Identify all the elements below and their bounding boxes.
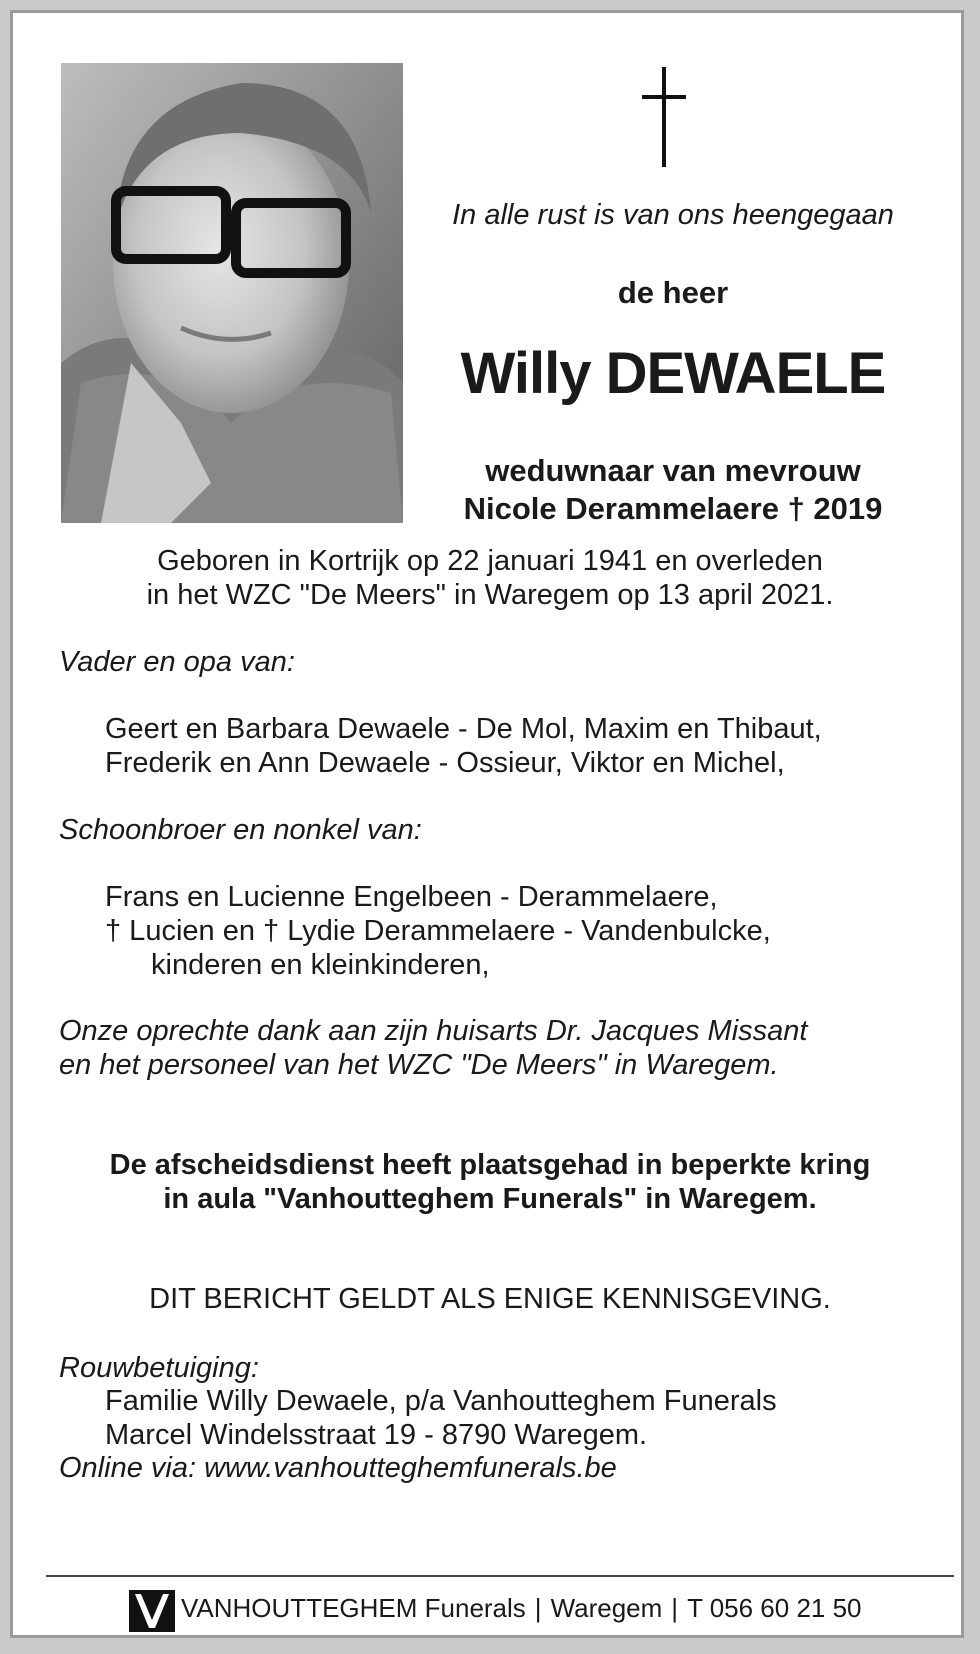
condolence-line-2: Marcel Windelsstraat 19 - 8790 Waregem. <box>105 1419 648 1451</box>
cross-icon <box>642 67 686 167</box>
notice-text: DIT BERICHT GELDT ALS ENIGE KENNISGEVING. <box>149 1283 831 1315</box>
footer-city: Waregem <box>550 1593 663 1623</box>
footer-phone: T 056 60 21 50 <box>687 1593 862 1623</box>
father-heading: Vader en opa van: <box>59 646 295 678</box>
birth-line-2: in het WZC "De Meers" in Waregem op 13 april 2021. <box>146 579 834 611</box>
online-link[interactable]: Online via: www.vanhoutteghemfunerals.be <box>59 1452 617 1484</box>
footer-brand: VANHOUTTEGHEM Funerals <box>181 1593 526 1623</box>
inlaw-line-2: † Lucien en † Lydie Derammelaere - Vandenbulcke, <box>105 915 771 947</box>
footer-separator: | <box>671 1593 679 1623</box>
birth-line-1: Geboren in Kortrijk op 22 januari 1941 en overleden <box>157 545 823 577</box>
service-line-1: De afscheidsdienst heeft plaatsgehad in beperkte kring <box>109 1149 871 1181</box>
portrait-illustration <box>61 63 403 523</box>
condolence-heading: Rouwbetuiging: <box>59 1352 259 1384</box>
intro-text: In alle rust is van ons heengegaan <box>452 199 894 231</box>
widower-line-2: Nicole Derammelaere † 2019 <box>463 491 883 526</box>
inlaw-line-1: Frans en Lucienne Engelbeen - Derammelaere, <box>105 881 718 913</box>
title-prefix: de heer <box>617 275 729 310</box>
thanks-line-1: Onze oprechte dank aan zijn huisarts Dr. Jacques Missant <box>59 1015 808 1047</box>
service-line-2: in aula "Vanhoutteghem Funerals" in Waregem. <box>163 1183 817 1215</box>
widower-line-1: weduwnaar van mevrouw <box>485 453 861 488</box>
deceased-name: Willy DEWAELE <box>460 341 886 406</box>
footer-divider <box>46 1575 954 1577</box>
footer-separator: | <box>534 1593 542 1623</box>
obituary-card <box>10 10 964 1638</box>
inlaw-line-3: kinderen en kleinkinderen, <box>151 949 490 981</box>
inlaw-heading: Schoonbroer en nonkel van: <box>59 814 422 846</box>
v-logo-icon <box>129 1590 175 1632</box>
footer-info <box>181 1593 862 1624</box>
condolence-line-1: Familie Willy Dewaele, p/a Vanhoutteghem Funerals <box>105 1385 777 1417</box>
portrait-photo <box>61 63 403 523</box>
father-line-2: Frederik en Ann Dewaele - Ossieur, Viktor en Michel, <box>105 747 785 779</box>
thanks-line-2: en het personeel van het WZC "De Meers" in Waregem. <box>59 1049 779 1081</box>
father-line-1: Geert en Barbara Dewaele - De Mol, Maxim en Thibaut, <box>105 713 822 745</box>
